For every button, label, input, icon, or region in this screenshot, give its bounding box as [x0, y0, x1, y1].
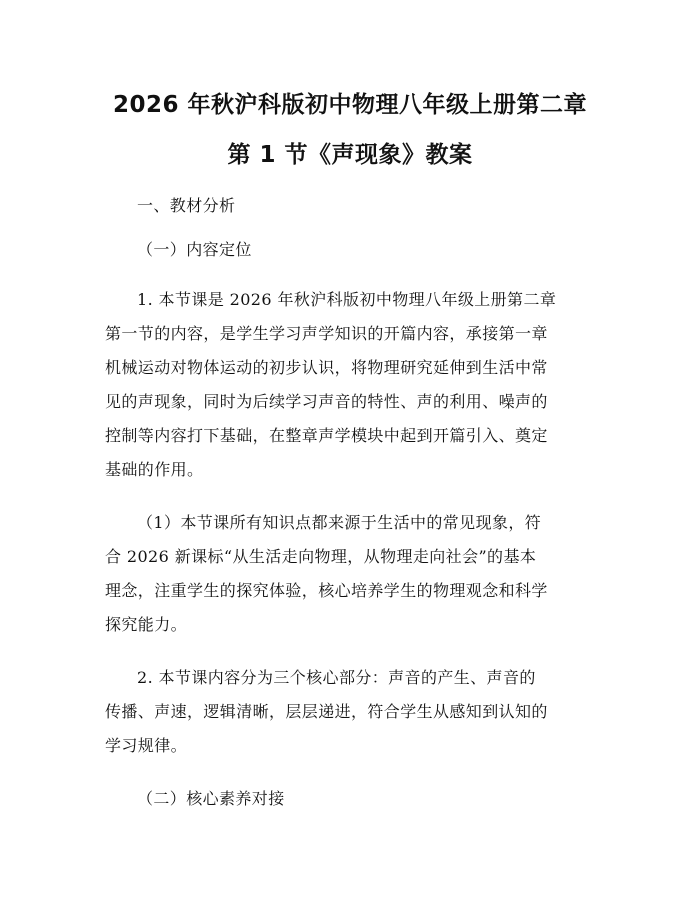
paragraph-1-line-2: 第一节的内容，是学生学习声学知识的开篇内容，承接第一章 [105, 324, 548, 343]
paragraph-2-line-3: 理念，注重学生的探究体验，核心培养学生的物理观念和科学 [105, 581, 548, 600]
paragraph-1-line-4: 见的声现象，同时为后续学习声音的特性、声的利用、噪声的 [105, 392, 548, 411]
paragraph-3-line-3: 学习规律。 [105, 736, 188, 755]
subsection-heading-1: （一）内容定位 [137, 240, 252, 259]
paragraph-1-line-3: 机械运动对物体运动的初步认识，将物理研究延伸到生活中常 [105, 358, 548, 377]
paragraph-3-line-1: 2. 本节课内容分为三个核心部分：声音的产生、声音的 [137, 668, 536, 687]
paragraph-2-line-1: （1）本节课所有知识点都来源于生活中的常见现象，符 [137, 513, 542, 532]
paragraph-2-line-2: 合 2026 新课标“从生活走向物理，从物理走向社会”的基本 [105, 547, 537, 566]
paragraph-1-line-5: 控制等内容打下基础，在整章声学模块中起到开篇引入、奠定 [105, 426, 548, 445]
section-heading-1: 一、教材分析 [137, 196, 236, 215]
subsection-heading-2: （二）核心素养对接 [137, 789, 285, 808]
paragraph-1-line-1: 1. 本节课是 2026 年秋沪科版初中物理八年级上册第二章 [137, 290, 557, 309]
paragraph-3-line-2: 传播、声速，逻辑清晰，层层递进，符合学生从感知到认知的 [105, 702, 548, 721]
document-title-line-2: 第 1 节《声现象》教案 [227, 142, 473, 168]
document-title-line-1: 2026 年秋沪科版初中物理八年级上册第二章 [112, 92, 588, 118]
paragraph-2-line-4: 探究能力。 [105, 615, 188, 634]
paragraph-1-line-6: 基础的作用。 [105, 460, 204, 479]
